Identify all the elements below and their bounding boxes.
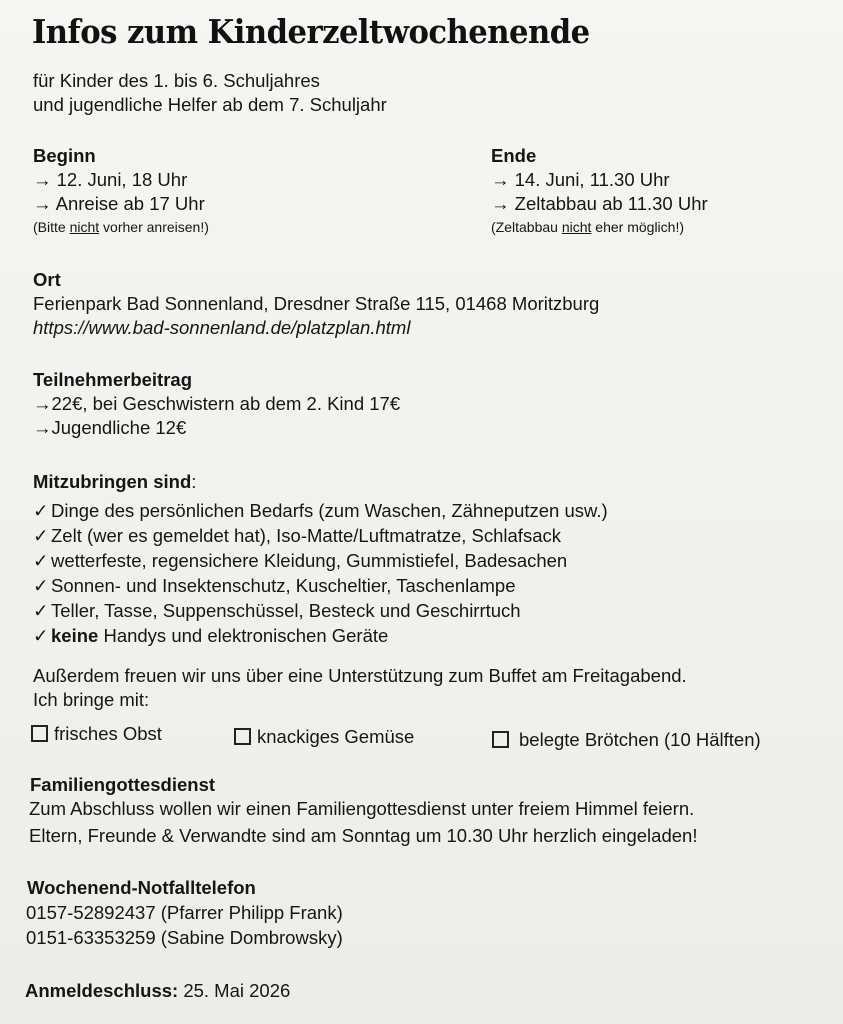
ort-url: https://www.bad-sonnenland.de/platzplan.html xyxy=(33,317,411,338)
list-item xyxy=(33,624,388,648)
list-item-text: Sonnen- und Insektenschutz, Kuscheltier, Taschenlampe xyxy=(51,575,516,596)
beginn-arrival: → Anreise ab 17 Uhr xyxy=(33,193,205,214)
anmeldeschluss xyxy=(25,979,290,1003)
buffet-option-gemuese[interactable] xyxy=(234,725,414,749)
ende-note-suffix: eher möglich!) xyxy=(591,219,684,235)
list-item-text: Teller, Tasse, Suppenschüssel, Besteck und Geschirrtuch xyxy=(51,600,521,621)
buffet-text-2: Ich bringe mit: xyxy=(33,689,150,710)
ende-heading: Ende xyxy=(491,145,537,166)
ende-date: → 14. Juni, 11.30 Uhr xyxy=(491,169,670,190)
notfall-contact-1: 0157-52892437 (Pfarrer Philipp Frank) xyxy=(26,902,343,923)
checkmark-icon: ✓ xyxy=(33,550,49,571)
list-item-text: wetterfeste, regensichere Kleidung, Gummistiefel, Badesachen xyxy=(51,550,568,571)
notfall-contact-2: 0151-63353259 (Sabine Dombrowsky) xyxy=(26,927,343,948)
beginn-note-emphasis: nicht xyxy=(69,219,100,235)
list-item xyxy=(33,524,561,548)
gottesdienst-line-1: Zum Abschluss wollen wir einen Familiengottesdienst unter freiem Himmel feiern. xyxy=(29,798,695,819)
gottesdienst-heading: Familiengottesdienst xyxy=(30,774,216,795)
subtitle-line-2: und jugendliche Helfer ab dem 7. Schuljahr xyxy=(33,94,387,115)
beitrag-line-2: →Jugendliche 12€ xyxy=(33,417,187,438)
page-title: Infos zum Kinderzeltwochenende xyxy=(32,12,590,51)
checkmark-icon: ✓ xyxy=(33,625,49,646)
buffet-option-obst[interactable] xyxy=(31,722,162,746)
list-item xyxy=(33,599,521,623)
list-item-text: Zelt (wer es gemeldet hat), Iso-Matte/Luftmatratze, Schlafsack xyxy=(51,525,561,546)
notfall-heading: Wochenend-Notfalltelefon xyxy=(27,877,256,898)
ort-address: Ferienpark Bad Sonnenland, Dresdner Straße 115, 01468 Moritzburg xyxy=(33,293,600,314)
list-item xyxy=(33,549,567,573)
subtitle-line-1: für Kinder des 1. bis 6. Schuljahres xyxy=(33,70,320,91)
list-item-emphasis: keine xyxy=(51,625,99,646)
ende-teardown: → Zeltabbau ab 11.30 Uhr xyxy=(491,193,708,214)
list-item-text: Handys und elektronischen Geräte xyxy=(98,625,389,646)
gottesdienst-line-2: Eltern, Freunde & Verwandte sind am Sonntag um 10.30 Uhr herzlich eingeladen! xyxy=(29,825,698,846)
beginn-heading: Beginn xyxy=(33,145,96,166)
checkbox-broetchen[interactable] xyxy=(492,731,509,748)
buffet-option-label: knackiges Gemüse xyxy=(257,726,415,747)
anmeldeschluss-value: 25. Mai 2026 xyxy=(178,980,291,1001)
buffet-option-label: belegte Brötchen (10 Hälften) xyxy=(519,729,761,750)
checkbox-obst[interactable] xyxy=(31,725,48,742)
list-item xyxy=(33,499,608,523)
buffet-option-broetchen[interactable] xyxy=(492,728,761,752)
buffet-option-label: frisches Obst xyxy=(54,723,162,744)
ende-note xyxy=(491,218,684,236)
list-item xyxy=(33,574,516,598)
anmeldeschluss-label: Anmeldeschluss: xyxy=(25,980,179,1001)
mitbringen-heading-colon: : xyxy=(191,471,197,492)
checkmark-icon: ✓ xyxy=(33,575,49,596)
checkmark-icon: ✓ xyxy=(33,525,49,546)
beginn-date: → 12. Juni, 18 Uhr xyxy=(33,169,188,190)
checkbox-gemuese[interactable] xyxy=(234,728,251,745)
mitbringen-heading-text: Mitzubringen sind xyxy=(33,471,192,492)
buffet-text-1: Außerdem freuen wir uns über eine Unterstützung zum Buffet am Freitagabend. xyxy=(33,665,687,686)
mitbringen-heading xyxy=(33,470,196,494)
checkmark-icon: ✓ xyxy=(33,500,49,521)
beginn-note xyxy=(33,218,209,236)
ende-note-emphasis: nicht xyxy=(561,219,592,235)
beginn-note-suffix: vorher anreisen!) xyxy=(99,219,209,235)
ende-note-prefix: (Zeltabbau xyxy=(491,219,562,235)
list-item-text: Dinge des persönlichen Bedarfs (zum Waschen, Zähneputzen usw.) xyxy=(51,500,608,521)
beitrag-heading: Teilnehmerbeitrag xyxy=(33,369,193,390)
beitrag-line-1: →22€, bei Geschwistern ab dem 2. Kind 17€ xyxy=(33,393,401,414)
ort-heading: Ort xyxy=(33,269,61,290)
beginn-note-prefix: (Bitte xyxy=(33,219,70,235)
checkmark-icon: ✓ xyxy=(33,600,49,621)
